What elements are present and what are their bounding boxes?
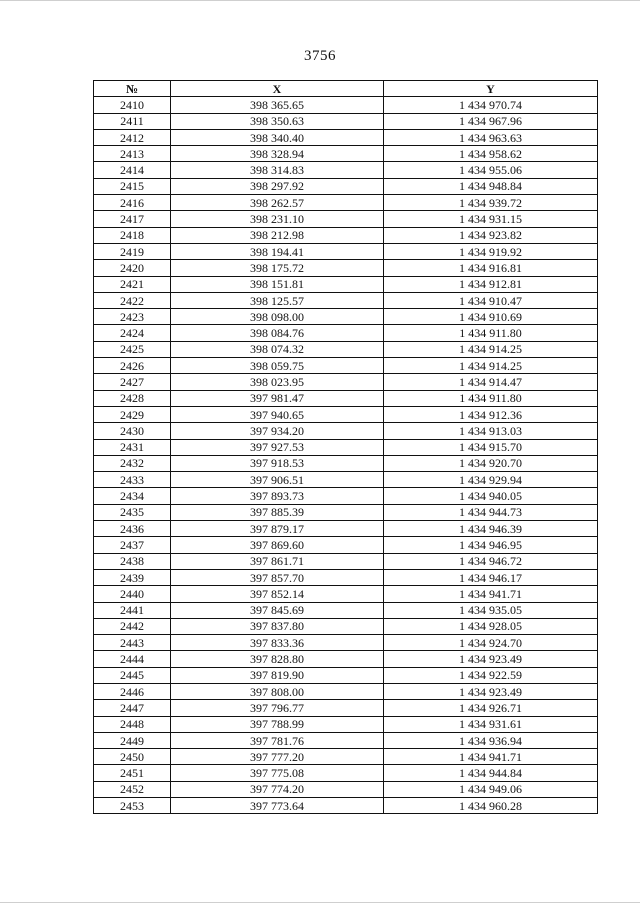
cell-y: 1 434 946.72 — [384, 553, 598, 569]
cell-number: 2443 — [94, 635, 171, 651]
table-row — [94, 162, 598, 178]
cell-number: 2442 — [94, 618, 171, 634]
cell-y: 1 434 923.49 — [384, 651, 598, 667]
cell-x: 397 796.77 — [171, 700, 384, 716]
cell-x: 398 328.94 — [171, 146, 384, 162]
table-row — [94, 97, 598, 113]
cell-y: 1 434 931.15 — [384, 211, 598, 227]
cell-number: 2415 — [94, 178, 171, 194]
cell-y: 1 434 944.73 — [384, 504, 598, 520]
cell-y: 1 434 931.61 — [384, 716, 598, 732]
cell-x: 397 869.60 — [171, 537, 384, 553]
cell-number: 2433 — [94, 472, 171, 488]
cell-number: 2441 — [94, 602, 171, 618]
cell-number: 2448 — [94, 716, 171, 732]
cell-number: 2412 — [94, 129, 171, 145]
cell-y: 1 434 948.84 — [384, 178, 598, 194]
table-row — [94, 358, 598, 374]
table-row — [94, 455, 598, 471]
cell-number: 2416 — [94, 195, 171, 211]
cell-y: 1 434 912.81 — [384, 276, 598, 292]
table-row — [94, 553, 598, 569]
table-row — [94, 781, 598, 797]
table-row — [94, 635, 598, 651]
table-row — [94, 472, 598, 488]
cell-x: 397 775.08 — [171, 765, 384, 781]
cell-number: 2437 — [94, 537, 171, 553]
cell-y: 1 434 911.80 — [384, 390, 598, 406]
cell-y: 1 434 936.94 — [384, 732, 598, 748]
cell-number: 2447 — [94, 700, 171, 716]
cell-x: 397 773.64 — [171, 798, 384, 814]
cell-number: 2417 — [94, 211, 171, 227]
table-row — [94, 586, 598, 602]
cell-number: 2422 — [94, 292, 171, 308]
table-row — [94, 683, 598, 699]
cell-number: 2439 — [94, 569, 171, 585]
cell-number: 2453 — [94, 798, 171, 814]
cell-y: 1 434 929.94 — [384, 472, 598, 488]
table-row — [94, 716, 598, 732]
table-row — [94, 798, 598, 814]
cell-y: 1 434 967.96 — [384, 113, 598, 129]
cell-x: 397 837.80 — [171, 618, 384, 634]
cell-number: 2446 — [94, 683, 171, 699]
cell-y: 1 434 949.06 — [384, 781, 598, 797]
cell-y: 1 434 922.59 — [384, 667, 598, 683]
cell-y: 1 434 946.17 — [384, 569, 598, 585]
cell-y: 1 434 923.82 — [384, 227, 598, 243]
cell-x: 398 125.57 — [171, 292, 384, 308]
cell-x: 398 059.75 — [171, 358, 384, 374]
cell-number: 2414 — [94, 162, 171, 178]
cell-x: 397 788.99 — [171, 716, 384, 732]
cell-y: 1 434 911.80 — [384, 325, 598, 341]
table-row — [94, 276, 598, 292]
cell-number: 2451 — [94, 765, 171, 781]
cell-number: 2432 — [94, 455, 171, 471]
table-row — [94, 732, 598, 748]
cell-x: 397 828.80 — [171, 651, 384, 667]
cell-y: 1 434 914.25 — [384, 358, 598, 374]
cell-y: 1 434 970.74 — [384, 97, 598, 113]
cell-x: 397 906.51 — [171, 472, 384, 488]
table-row — [94, 211, 598, 227]
header-number: № — [94, 81, 171, 97]
table-row — [94, 178, 598, 194]
cell-number: 2426 — [94, 358, 171, 374]
table-row — [94, 423, 598, 439]
cell-x: 397 777.20 — [171, 749, 384, 765]
table-row — [94, 129, 598, 145]
table-row — [94, 309, 598, 325]
cell-y: 1 434 913.03 — [384, 423, 598, 439]
cell-x: 397 918.53 — [171, 455, 384, 471]
cell-y: 1 434 924.70 — [384, 635, 598, 651]
cell-x: 398 074.32 — [171, 341, 384, 357]
cell-y: 1 434 944.84 — [384, 765, 598, 781]
cell-y: 1 434 910.47 — [384, 292, 598, 308]
table-row — [94, 292, 598, 308]
cell-x: 397 893.73 — [171, 488, 384, 504]
cell-number: 2452 — [94, 781, 171, 797]
cell-x: 397 852.14 — [171, 586, 384, 602]
cell-x: 397 879.17 — [171, 521, 384, 537]
cell-x: 398 365.65 — [171, 97, 384, 113]
cell-number: 2418 — [94, 227, 171, 243]
cell-x: 397 857.70 — [171, 569, 384, 585]
table-row — [94, 569, 598, 585]
table-row — [94, 618, 598, 634]
cell-x: 398 231.10 — [171, 211, 384, 227]
cell-x: 397 981.47 — [171, 390, 384, 406]
table-row — [94, 390, 598, 406]
cell-x: 397 781.76 — [171, 732, 384, 748]
cell-x: 398 350.63 — [171, 113, 384, 129]
cell-y: 1 434 920.70 — [384, 455, 598, 471]
table-row — [94, 439, 598, 455]
cell-x: 398 175.72 — [171, 260, 384, 276]
header-y: Y — [384, 81, 598, 97]
cell-number: 2435 — [94, 504, 171, 520]
cell-y: 1 434 955.06 — [384, 162, 598, 178]
table-row — [94, 325, 598, 341]
cell-x: 398 084.76 — [171, 325, 384, 341]
table-row — [94, 341, 598, 357]
cell-number: 2410 — [94, 97, 171, 113]
cell-number: 2444 — [94, 651, 171, 667]
cell-number: 2438 — [94, 553, 171, 569]
page-number: 3756 — [304, 48, 336, 64]
cell-x: 398 212.98 — [171, 227, 384, 243]
cell-number: 2421 — [94, 276, 171, 292]
cell-x: 397 861.71 — [171, 553, 384, 569]
table-row — [94, 146, 598, 162]
cell-y: 1 434 935.05 — [384, 602, 598, 618]
cell-x: 397 927.53 — [171, 439, 384, 455]
cell-y: 1 434 958.62 — [384, 146, 598, 162]
cell-number: 2420 — [94, 260, 171, 276]
table-row — [94, 260, 598, 276]
cell-y: 1 434 941.71 — [384, 749, 598, 765]
cell-y: 1 434 910.69 — [384, 309, 598, 325]
cell-number: 2449 — [94, 732, 171, 748]
cell-x: 397 885.39 — [171, 504, 384, 520]
cell-y: 1 434 912.36 — [384, 406, 598, 422]
table-row — [94, 537, 598, 553]
cell-y: 1 434 963.63 — [384, 129, 598, 145]
cell-number: 2440 — [94, 586, 171, 602]
cell-y: 1 434 941.71 — [384, 586, 598, 602]
coordinates-table — [93, 80, 598, 814]
cell-y: 1 434 914.47 — [384, 374, 598, 390]
table-row — [94, 406, 598, 422]
header-x: X — [171, 81, 384, 97]
scan-edge-bottom — [0, 902, 640, 903]
cell-y: 1 434 923.49 — [384, 683, 598, 699]
table-row — [94, 227, 598, 243]
cell-x: 397 819.90 — [171, 667, 384, 683]
cell-number: 2450 — [94, 749, 171, 765]
table-row — [94, 749, 598, 765]
cell-number: 2445 — [94, 667, 171, 683]
cell-number: 2431 — [94, 439, 171, 455]
cell-number: 2429 — [94, 406, 171, 422]
cell-x: 398 262.57 — [171, 195, 384, 211]
cell-y: 1 434 919.92 — [384, 243, 598, 259]
table-row — [94, 113, 598, 129]
cell-y: 1 434 914.25 — [384, 341, 598, 357]
cell-number: 2413 — [94, 146, 171, 162]
table-row — [94, 243, 598, 259]
cell-y: 1 434 946.95 — [384, 537, 598, 553]
table-row — [94, 504, 598, 520]
cell-x: 397 774.20 — [171, 781, 384, 797]
cell-number: 2436 — [94, 521, 171, 537]
cell-x: 398 340.40 — [171, 129, 384, 145]
cell-number: 2425 — [94, 341, 171, 357]
table-header-row — [94, 81, 598, 97]
cell-x: 397 833.36 — [171, 635, 384, 651]
cell-number: 2434 — [94, 488, 171, 504]
scan-edge-top — [0, 0, 640, 1]
table-row — [94, 521, 598, 537]
table-row — [94, 700, 598, 716]
cell-y: 1 434 946.39 — [384, 521, 598, 537]
table-row — [94, 765, 598, 781]
cell-x: 398 098.00 — [171, 309, 384, 325]
cell-x: 398 151.81 — [171, 276, 384, 292]
cell-x: 397 940.65 — [171, 406, 384, 422]
cell-number: 2430 — [94, 423, 171, 439]
cell-y: 1 434 928.05 — [384, 618, 598, 634]
cell-x: 398 194.41 — [171, 243, 384, 259]
table-row — [94, 488, 598, 504]
cell-number: 2411 — [94, 113, 171, 129]
table-row — [94, 374, 598, 390]
cell-y: 1 434 926.71 — [384, 700, 598, 716]
cell-y: 1 434 960.28 — [384, 798, 598, 814]
cell-number: 2427 — [94, 374, 171, 390]
cell-number: 2419 — [94, 243, 171, 259]
table-body — [94, 97, 598, 814]
cell-x: 397 845.69 — [171, 602, 384, 618]
cell-y: 1 434 915.70 — [384, 439, 598, 455]
cell-y: 1 434 916.81 — [384, 260, 598, 276]
cell-y: 1 434 940.05 — [384, 488, 598, 504]
table-row — [94, 667, 598, 683]
cell-x: 398 314.83 — [171, 162, 384, 178]
cell-y: 1 434 939.72 — [384, 195, 598, 211]
table-row — [94, 195, 598, 211]
cell-x: 398 023.95 — [171, 374, 384, 390]
table-row — [94, 651, 598, 667]
cell-number: 2428 — [94, 390, 171, 406]
cell-number: 2423 — [94, 309, 171, 325]
cell-x: 398 297.92 — [171, 178, 384, 194]
cell-x: 397 934.20 — [171, 423, 384, 439]
cell-x: 397 808.00 — [171, 683, 384, 699]
cell-number: 2424 — [94, 325, 171, 341]
table-row — [94, 602, 598, 618]
